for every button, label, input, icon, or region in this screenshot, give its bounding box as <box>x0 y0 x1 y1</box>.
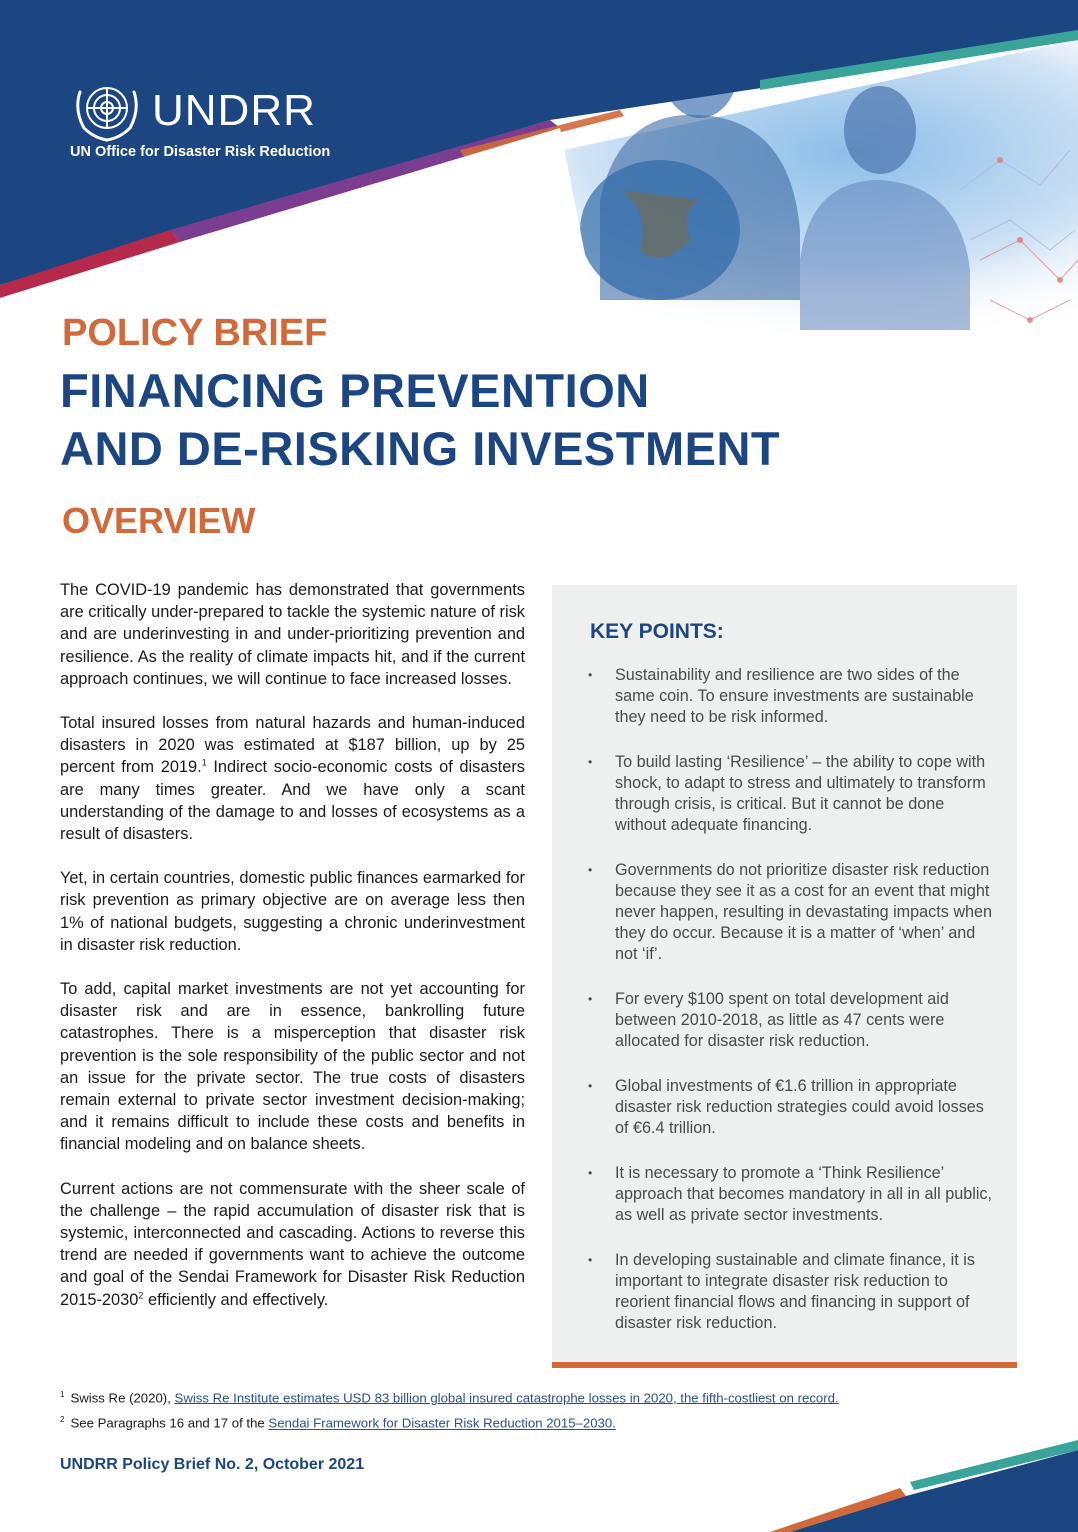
section-heading: OVERVIEW <box>62 500 256 541</box>
footer-navy-band <box>790 1450 1078 1532</box>
paragraph-1: The COVID-19 pandemic has demonstrated that governments are critically under-prepared to tackle the systemic nature of risk and are underinvesting in and under-prioritizing prevention and resilience. As the reality of climate impacts hit, and if the current approach continues, we will continue to face increased losses. <box>60 581 525 688</box>
bullet-icon: • <box>588 668 593 682</box>
key-points-accent-bar <box>552 1362 1017 1368</box>
title-line-2: AND DE-RISKING INVESTMENT <box>60 422 781 475</box>
person-silhouette <box>844 86 916 174</box>
document-kicker: POLICY BRIEF <box>62 312 328 354</box>
footnote-2: $^2$ See Paragraphs 16 and 17 of the Sendai Framework for Disaster Risk Reduction 2015–2030. <box>60 1415 616 1431</box>
key-points-title: KEY POINTS: <box>590 620 724 643</box>
bullet-icon: • <box>588 755 593 769</box>
title-line-1: FINANCING PREVENTION <box>60 364 650 417</box>
paragraph-4: To add, capital market investments are not yet accounting for disaster risk and are in essence, bankrolling future catastrophes. There is a misperception that disaster risk prevention is the sole responsibility of the public sector and not an issue for the private sector. The true costs of disasters remain external to private sector investment decision-making; and it remains difficult to include these costs and benefits in financial modeling and on balance sheets. <box>60 980 525 1154</box>
footnote-1-link[interactable]: Swiss Re Institute estimates USD 83 billion global insured catastrophe losses in 2020, the fifth-costliest on record. <box>174 1390 839 1406</box>
bullet-icon: • <box>588 1079 593 1093</box>
key-point-item: • Governments do not prioritize disaster risk reduction because they see it as a cost for an event that might never happen, resulting in devastating impacts when they do occur. Because it is a matter of ‘when’ and not ‘if’. <box>588 861 993 963</box>
un-emblem-icon <box>70 78 144 144</box>
bullet-icon: • <box>588 992 593 1006</box>
paragraph-5: Current actions are not commensurate with the sheer scale of the challenge – the rapid accumulation of disaster risk that is systemic, interconnected and cascading. Actions to reverse this trend are needed if governments want to achieve the outcome and goal of the Sendai Framework for Disaster Risk Reduction 2015-2030$^2$ efficiently and effectively. <box>60 1179 525 1309</box>
footnote-1: $^1$ Swiss Re (2020), Swiss Re Institute estimates USD 83 billion global insured catastrophe losses in 2020, the fifth-costliest on record. <box>60 1390 839 1406</box>
footer-citation: UNDRR Policy Brief No. 2, October 2021 <box>60 1456 365 1473</box>
footnote-ref-1[interactable]: 1 <box>201 757 207 768</box>
key-point-item: • Global investments of €1.6 trillion in appropriate disaster risk reduction strategies could avoid losses of €6.4 trillion. <box>588 1077 984 1137</box>
paragraph-2: Total insured losses from natural hazards and human-induced disasters in 2020 was estimated at $187 billion, up by 25 percent from 2019.$^1$ Indirect socio-economic costs of disasters are many times greater. And we have only a scant understanding of the damage to and losses of ecosystems as a result of disasters. <box>60 714 525 844</box>
footnote-ref-2[interactable]: 2 <box>138 1290 144 1301</box>
document-title <box>60 362 780 478</box>
key-point-item: • Sustainability and resilience are two sides of the same coin. To ensure investments are sustainable they need to be risk informed. <box>588 666 974 726</box>
key-points-list <box>588 665 998 1358</box>
undrr-logo <box>70 78 316 144</box>
footnote-2-link[interactable]: Sendai Framework for Disaster Risk Reduction 2015–2030. <box>268 1415 616 1431</box>
key-point-item: • To build lasting ‘Resilience’ – the ability to cope with shock, to adapt to stress and ultimately to transform through crisis, is critical. But it cannot be done without adequate financing. <box>588 753 986 834</box>
bullet-icon: • <box>588 1166 593 1180</box>
logo-wordmark: UNDRR <box>152 86 316 135</box>
key-point-item: • It is necessary to promote a ‘Think Resilience’ approach that becomes mandatory in all in all public, as well as private sector investments. <box>588 1164 993 1224</box>
key-point-item: • For every $100 spent on total development aid between 2010-2018, as little as 47 cents were allocated for disaster risk reduction. <box>588 990 949 1050</box>
header-banner <box>0 0 1078 360</box>
key-point-item: • In developing sustainable and climate finance, it is important to integrate disaster risk reduction to reorient financial flows and financing in support of disaster risk reduction. <box>588 1251 975 1332</box>
bullet-icon: • <box>588 863 593 877</box>
footer-decoration <box>0 1430 1078 1532</box>
paragraph-3: Yet, in certain countries, domestic public finances earmarked for risk prevention as primary objective are on average less then 1% of national budgets, suggesting a chronic underinvestment in disaster risk reduction. <box>60 869 525 954</box>
bullet-icon: • <box>588 1253 593 1267</box>
overview-body <box>60 579 525 1333</box>
logo-subtitle: UN Office for Disaster Risk Reduction <box>70 144 331 160</box>
